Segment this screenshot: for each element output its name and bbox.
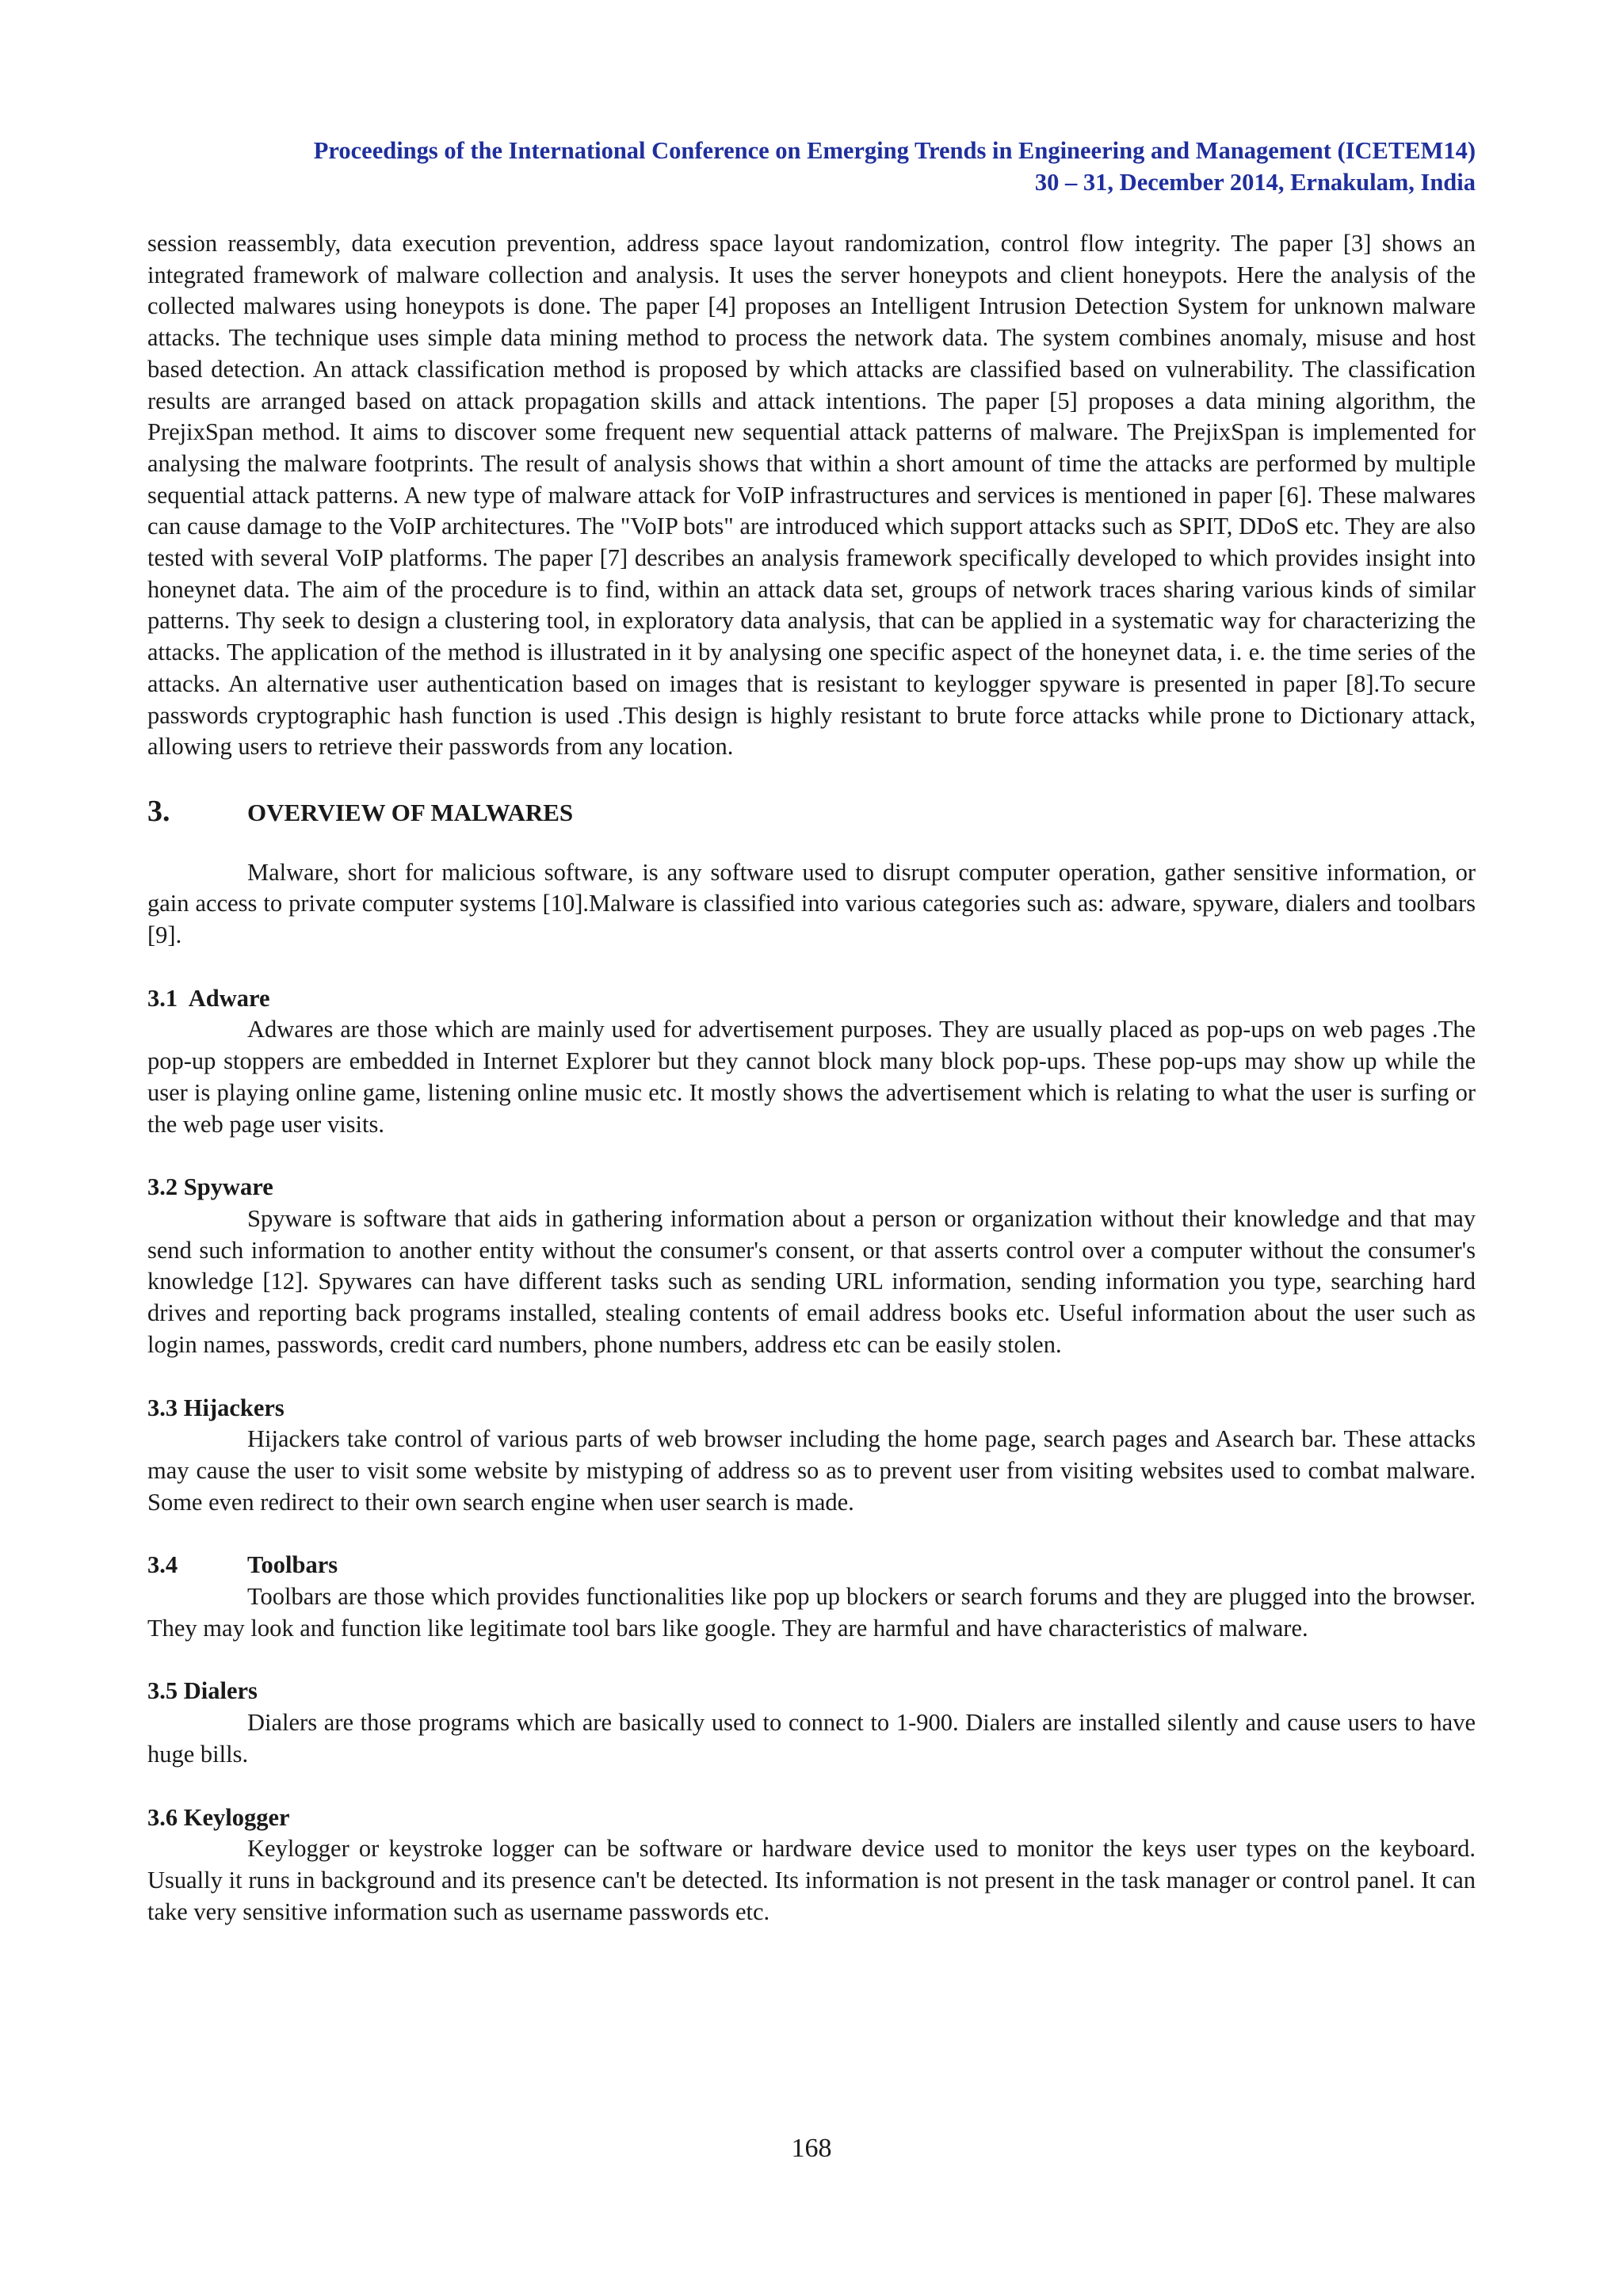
section-number: 3. (147, 794, 170, 828)
subsection-title: Dialers (183, 1677, 258, 1705)
subsection-body-spyware: Spyware is software that aids in gathering information about a person or organization without their knowledge and that may send such information to another entity without the consumer's consent, or that asserts control over a computer without the consumer's knowledge [12]. Spywares can have different tasks such as sending URL information, sending information you type, searching hard drives and reporting back programs installed, stealing contents of email address books etc. Useful information about the user such as login names, passwords, credit card numbers, phone numbers, address etc can be easily stolen. (147, 1204, 1476, 1358)
subsection-title: Toolbars (247, 1551, 338, 1579)
subsection-title: Adware (188, 984, 270, 1012)
subsection-title: Spyware (183, 1173, 273, 1201)
conference-title: Proceedings of the International Conference on Emerging Trends in Engineering and Management (ICETEM14) (313, 137, 1476, 164)
section-title: OVERVIEW OF MALWARES (247, 798, 574, 826)
subsection-number: 3.2 (147, 1173, 178, 1201)
subsection-body-keylogger: Keylogger or keystroke logger can be software or hardware device used to monitor the keys user types on the keyboard. Usually it runs in background and its presence can't be detected. Its information is not present in the task manager or control panel. It can take very sensitive information such as username passwords etc. (147, 1835, 1476, 1925)
subsection-heading-toolbars (147, 1550, 1476, 1581)
subsection-body-toolbars: Toolbars are those which provides functionalities like pop up blockers or search forums and they are plugged into the browser. They may look and function like legitimate tool bars like google. They are harmful and have characteristics of malware. (147, 1583, 1476, 1642)
conference-date-location: 30 – 31, December 2014, Ernakulam, India (1034, 169, 1476, 196)
section-heading (147, 796, 1476, 829)
subsection-heading-spyware (147, 1172, 1476, 1203)
subsection-number: 3.1 (147, 984, 178, 1012)
running-header (147, 135, 1476, 198)
subsection-number: 3.3 (147, 1394, 178, 1421)
subsection-number: 3.6 (147, 1803, 178, 1831)
subsection-body-adware: Adwares are those which are mainly used for advertisement purposes. They are usually placed as pop-ups on web pages .The pop-up stoppers are embedded in Internet Explorer but they cannot block many block pop-ups. These pop-ups may show up while the user is playing online game, listening online music etc. It mostly shows the advertisement which is relating to what the user is surfing or the web page user visits. (147, 1016, 1476, 1138)
page-number: 168 (791, 2134, 832, 2163)
continued-paragraph: session reassembly, data execution prevention, address space layout randomization, control flow integrity. The paper [3] shows an integrated framework of malware collection and analysis. It uses the server honeypots and client honeypots. Here the analysis of the collected malwares using honeypots is done. The paper [4] proposes an Intelligent Intrusion Detection System for unknown malware attacks. The technique uses simple data mining method to process the network data. The system combines anomaly, misuse and host based detection. An attack classification method is proposed by which attacks are classified based on vulnerability. The classification results are arranged based on attack propagation skills and attack intentions. The paper [5] proposes a data mining algorithm, the PrejixSpan method. It aims to discover some frequent new sequential attack patterns of malware. The PrejixSpan is implemented for analysing the malware footprints. The result of analysis shows that within a short amount of time the attacks are performed by multiple sequential attack patterns. A new type of malware attack for VoIP infrastructures and services is mentioned in paper [6]. These malwares can cause damage to the VoIP architectures. The "VoIP bots" are introduced which support attacks such as SPIT, DDoS etc. They are also tested with several VoIP platforms. The paper [7] describes an analysis framework specifically developed to which provides insight into honeynet data. The aim of the procedure is to find, within an attack data set, groups of network traces sharing various kinds of similar patterns. Thy seek to design a clustering tool, in exploratory data analysis, that can be applied in a systematic way for characterizing the attacks. The application of the method is illustrated in it by analysing one specific aspect of the honeynet data, i. e. the time series of the attacks. An alternative user authentication based on images that is resistant to keylogger spyware is presented in paper [8].To secure passwords cryptographic hash function is used .This design is highly resistant to brute force attacks while prone to Dictionary attack, allowing users to retrieve their passwords from any location. (147, 230, 1476, 761)
subsection-heading-adware (147, 983, 1476, 1015)
page-body (147, 228, 1476, 1928)
section-intro-paragraph: Malware, short for malicious software, is any software used to disrupt computer operation, gather sensitive information, or gain access to private computer systems [10].Malware is classified into various categories such as: adware, spyware, dialers and toolbars [9]. (147, 858, 1476, 949)
subsection-title: Keylogger (183, 1803, 290, 1831)
subsection-body-hijackers: Hijackers take control of various parts of web browser including the home page, search pages and Asearch bar. These attacks may cause the user to visit some website by mistyping of address so as to prevent user from visiting websites used to combat malware. Some even redirect to their own search engine when user search is made. (147, 1425, 1476, 1516)
subsection-heading-hijackers (147, 1393, 1476, 1425)
subsection-heading-dialers (147, 1676, 1476, 1707)
subsection-heading-keylogger (147, 1802, 1476, 1834)
subsection-number: 3.4 (147, 1551, 178, 1579)
subsection-body-dialers: Dialers are those programs which are basically used to connect to 1-900. Dialers are installed silently and cause users to have huge bills. (147, 1709, 1476, 1768)
subsection-number: 3.5 (147, 1677, 178, 1705)
subsection-title: Hijackers (183, 1394, 285, 1421)
